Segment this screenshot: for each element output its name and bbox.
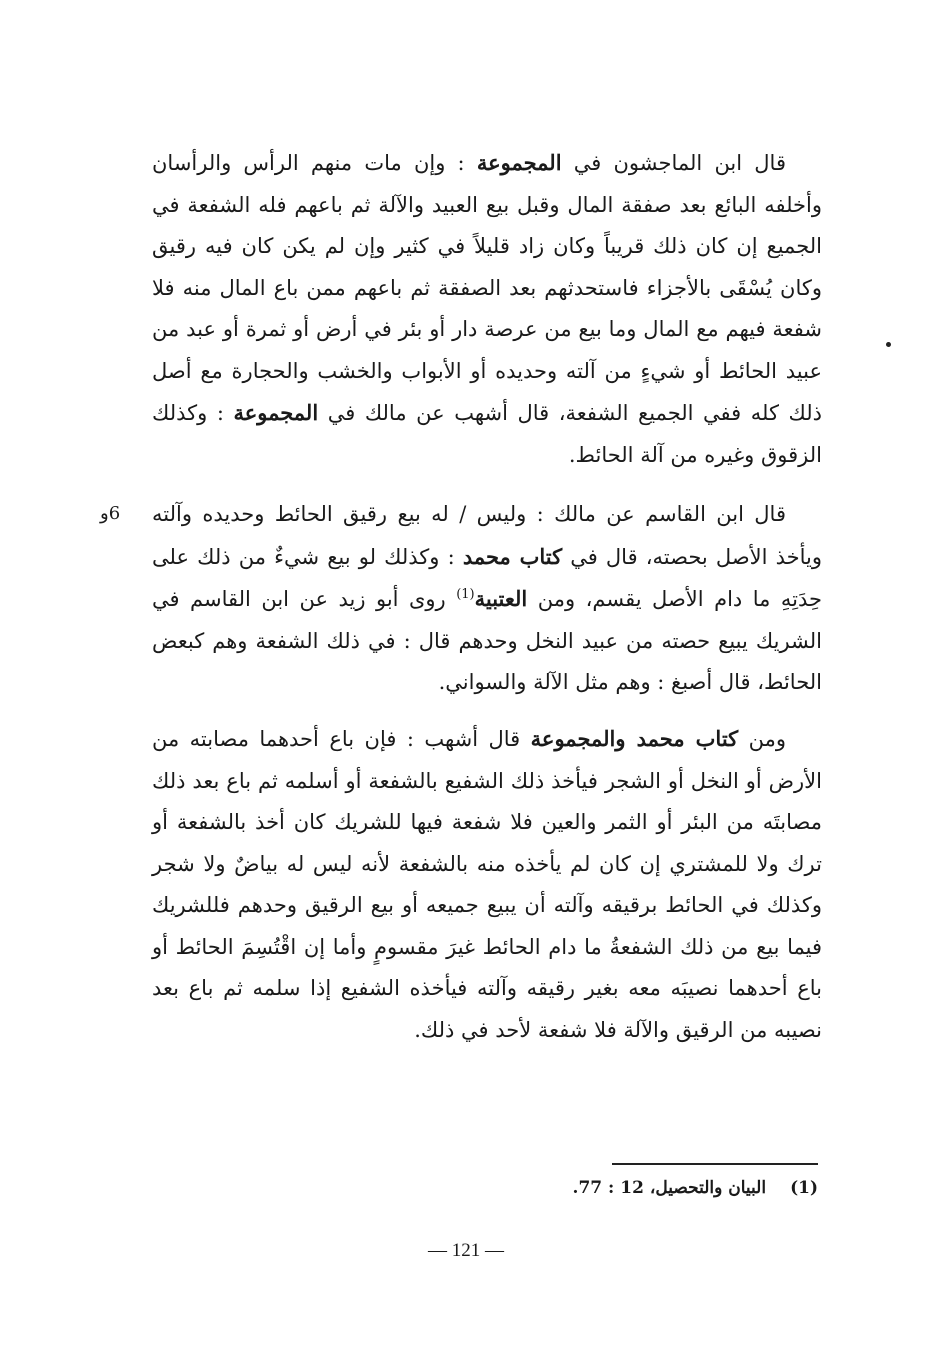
book-title: كتاب محمد والمجموعة <box>530 726 739 751</box>
footnote-separator <box>612 1163 818 1165</box>
text-segment: روى أبو زيد عن ابن القاسم في الشريك يبيع حصته من عبيد النخل وحدهم قال : في ذلك الشفعة وهم كبعض الحائط، قال أصبغ : وهم مثل الآلة والسواني. <box>152 587 822 694</box>
footnote-reference: (1) <box>456 587 475 602</box>
paragraph-3-text <box>152 718 822 1051</box>
text-segment: : وكذلك الزقوق وغيره من آلة الحائط. <box>152 401 822 467</box>
manuscript-folio-note: 6و <box>100 503 121 524</box>
text-segment: قال ابن القاسم عن مالك : وليس / له بيع رقيق الحائط وحديده وآلته ويأخذ الأصل بحصته، قال في <box>152 502 822 569</box>
book-title: المجموعة <box>233 400 319 425</box>
paragraph-2-text <box>152 494 822 704</box>
book-title: المجموعة <box>476 150 562 175</box>
footnote-number: (1) <box>790 1178 818 1198</box>
paragraph-1-text <box>152 142 822 476</box>
paragraph-3 <box>152 718 822 1051</box>
footnote-text: البيان والتحصيل، 12 : 77. <box>572 1178 767 1198</box>
page-number: — 121 — <box>428 1240 504 1261</box>
book-title: كتاب محمد <box>462 543 563 569</box>
paragraph-2 <box>152 494 822 704</box>
paragraph-1 <box>152 142 822 476</box>
text-segment: : وكذلك لو بيع شيءٌ من ذلك على حِدَتِهِ ما دام الأصل يقسم، ومن <box>152 544 822 611</box>
book-title: العتبية <box>474 586 528 611</box>
text-segment: : وإن مات منهم الرأس والرأسان وأخلفه البائع بعد صفقة المال وقبل بيع العبيد والآلة ثم باعهم فله الشفعة في الجميع إن كان ذلك قريباً وكان زاد قليلاً في كثير وإن لم يكن كان فيه رقيق وكان يُسْقَى بالأجزاء فاستحدثهم بعد الصفقة ثم باعهم ممن باع المال منه فلا شفعة فيهم مع المال وما بيع من عرصة دار أو بئر في أرض أو ثمرة أو عبد من عبيد الحائط أو شيءٍ من آلته وحديده أو الأبواب والخشب والحجارة مع أصل ذلك كله ففي الجميع الشفعة، قال أشهب عن مالك في <box>152 151 822 425</box>
footnote <box>460 1178 818 1198</box>
margin-mark <box>886 342 891 347</box>
text-segment: قال أشهب : فإن باع أحدهما مصابته من الأرض أو النخل أو الشجر فيأخذ ذلك الشفيع بالشفعة أو أسلمه ثم باع بعد ذلك مصابتَه من البئر أو الثمر والعين فلا شفعة فيها للشريك كان أخذ بالشفعة أو ترك ولا للمشتري إن كان لم يأخذه منه بالشفعة لأنه ليس له بياضٌ ولا شجر وكذلك في الحائط برقيقه وآلته أن يبيع جميعه أو بيع الرقيق وحدهم فللشريك فيما بيع من ذلك الشفعةُ ما دام الحائط غيرَ مقسومٍ وأما إن اقْتُسِمَ الحائط أو باع أحدهما نصيبَه معه بغير رقيقه وآلته فيأخذه الشفيع إذا سلمه ثم باع بعد نصيبه من الرقيق والآلة فلا شفعة لأحد في ذلك. <box>152 727 822 1042</box>
text-segment: قال ابن الماجشون في <box>561 151 786 175</box>
text-segment: ومن <box>738 727 786 751</box>
